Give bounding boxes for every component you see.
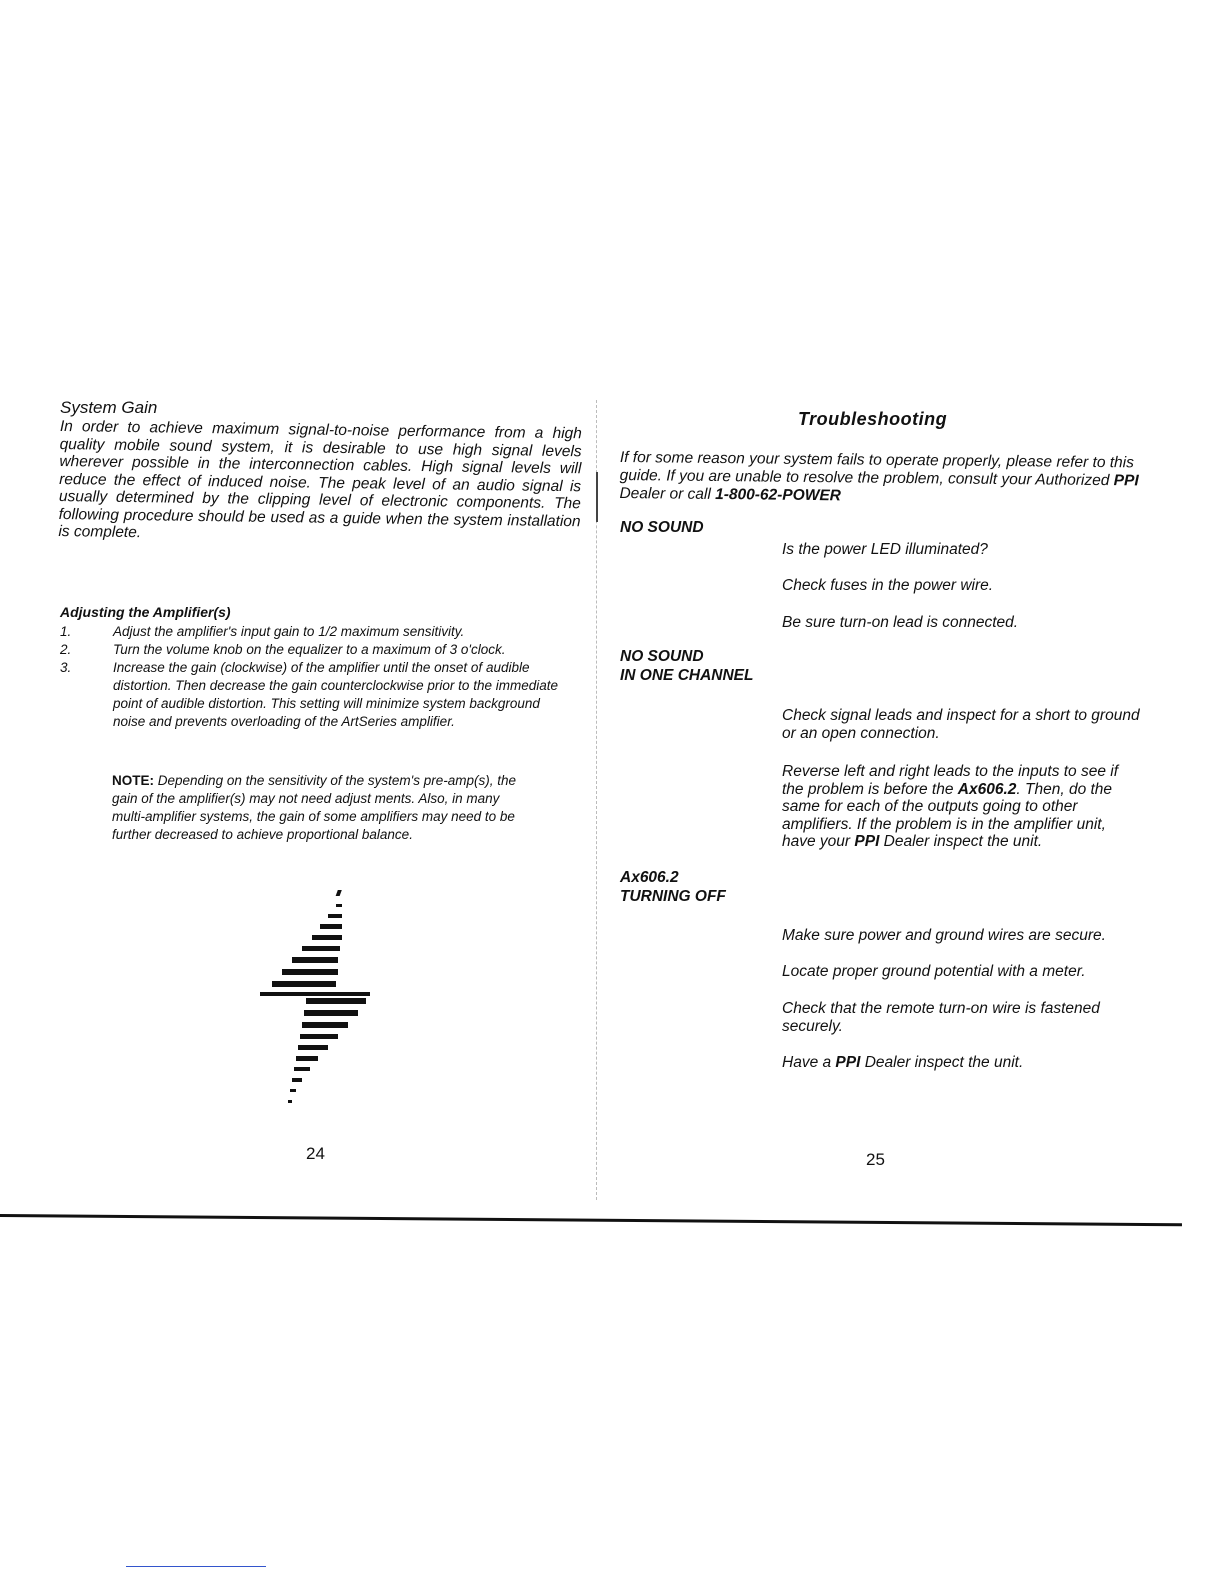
adjusting-amplifiers-title: Adjusting the Amplifier(s) (60, 604, 231, 620)
check-item: Check fuses in the power wire. (782, 577, 994, 594)
note-text: Depending on the sensitivity of the system's pre-amp(s), the gain of the amplifier(s) may not need adjust ments. Also, in many multi-amplifier systems, the gain of some amplifiers may need to be further decreased to achieve proportional balance. (112, 773, 517, 842)
troubleshooting-title: Troubleshooting (798, 409, 948, 429)
check-item: Check that the remote turn-on wire is fastened securely. (782, 1000, 1100, 1035)
step-number: 3. (60, 660, 72, 675)
list-item (60, 623, 560, 641)
check-item (782, 763, 1142, 851)
system-gain-title: System Gain (60, 398, 158, 417)
check-item: Make sure power and ground wires are secure. (782, 927, 1106, 944)
intro-brand: PPI (1113, 472, 1139, 490)
check-item: Locate proper ground potential with a meter. (782, 963, 1086, 980)
brand-name: PPI (835, 1054, 861, 1071)
system-gain-body: In order to achieve maximum signal-to-noise performance from a high quality mobile sound system, it is desirable to use high signal levels wherever possible in the interconnection cables. High signal levels will reduce the effect of induced noise. The peak level of an audio signal is usually determined by the clipping level of electronic components. The following procedure should be used as a guide when the system installation is complete. (58, 418, 582, 542)
page-number-right: 25 (866, 1150, 885, 1169)
page-number-left: 24 (306, 1144, 325, 1163)
note-label: NOTE: (112, 773, 154, 788)
adjusting-steps-list (60, 623, 560, 731)
check-text: Dealer inspect the unit. (879, 833, 1043, 850)
check-item: Be sure turn-on lead is connected. (782, 614, 1019, 631)
check-item (782, 1054, 1142, 1072)
check-text: Reverse left and right leads to the inputs to see if the problem is before the (782, 763, 1119, 798)
note-block (112, 772, 532, 844)
heading-line: Ax606.2 (620, 869, 679, 886)
page-fold-mark (596, 472, 598, 522)
step-number: 2. (60, 642, 72, 657)
lightning-bolt-logo-icon (252, 884, 382, 1144)
no-sound-one-channel-heading (620, 647, 753, 685)
list-item (60, 641, 560, 659)
heading-line: TURNING OFF (620, 888, 726, 905)
step-text: Adjust the amplifier's input gain to 1/2 maximum sensitivity. (113, 624, 465, 639)
turning-off-heading (620, 868, 726, 906)
brand-name: PPI (854, 833, 880, 850)
check-item: Is the power LED illuminated? (782, 541, 988, 558)
check-item: Check signal leads and inspect for a short to ground or an open connection. (782, 707, 1140, 742)
troubleshooting-intro (619, 449, 1140, 508)
heading-line: NO SOUND (620, 648, 704, 665)
intro-phone: 1-800-62-POWER (715, 485, 842, 505)
check-text: Have a (782, 1054, 836, 1071)
step-number: 1. (60, 624, 72, 639)
intro-text: Dealer or call (619, 484, 716, 503)
no-sound-heading: NO SOUND (620, 519, 704, 536)
model-name: Ax606.2 (957, 780, 1017, 798)
step-text: Turn the volume knob on the equalizer to a maximum of 3 o'clock. (113, 642, 506, 657)
bottom-link-underline (126, 1566, 266, 1567)
step-text: Increase the gain (clockwise) of the amplifier until the onset of audible distortion. Then decrease the gain counterclockwise prior to the immediate point of audible distortion. This setting will minimize system background noise and prevents overloading of the ArtSeries amplifier. (113, 660, 558, 729)
heading-line: IN ONE CHANNEL (620, 667, 754, 684)
left-page (0, 0, 600, 1220)
list-item (60, 659, 560, 731)
check-text: . Then, do the same for each of the outputs going to other amplifiers. If the problem is in the amplifier unit, have your (782, 780, 1113, 850)
intro-text: If for some reason your system fails to operate properly, please refer to this guide. If you are unable to resolve the problem, consult your Authorized (619, 449, 1135, 490)
check-text: Dealer inspect the unit. (860, 1054, 1024, 1071)
